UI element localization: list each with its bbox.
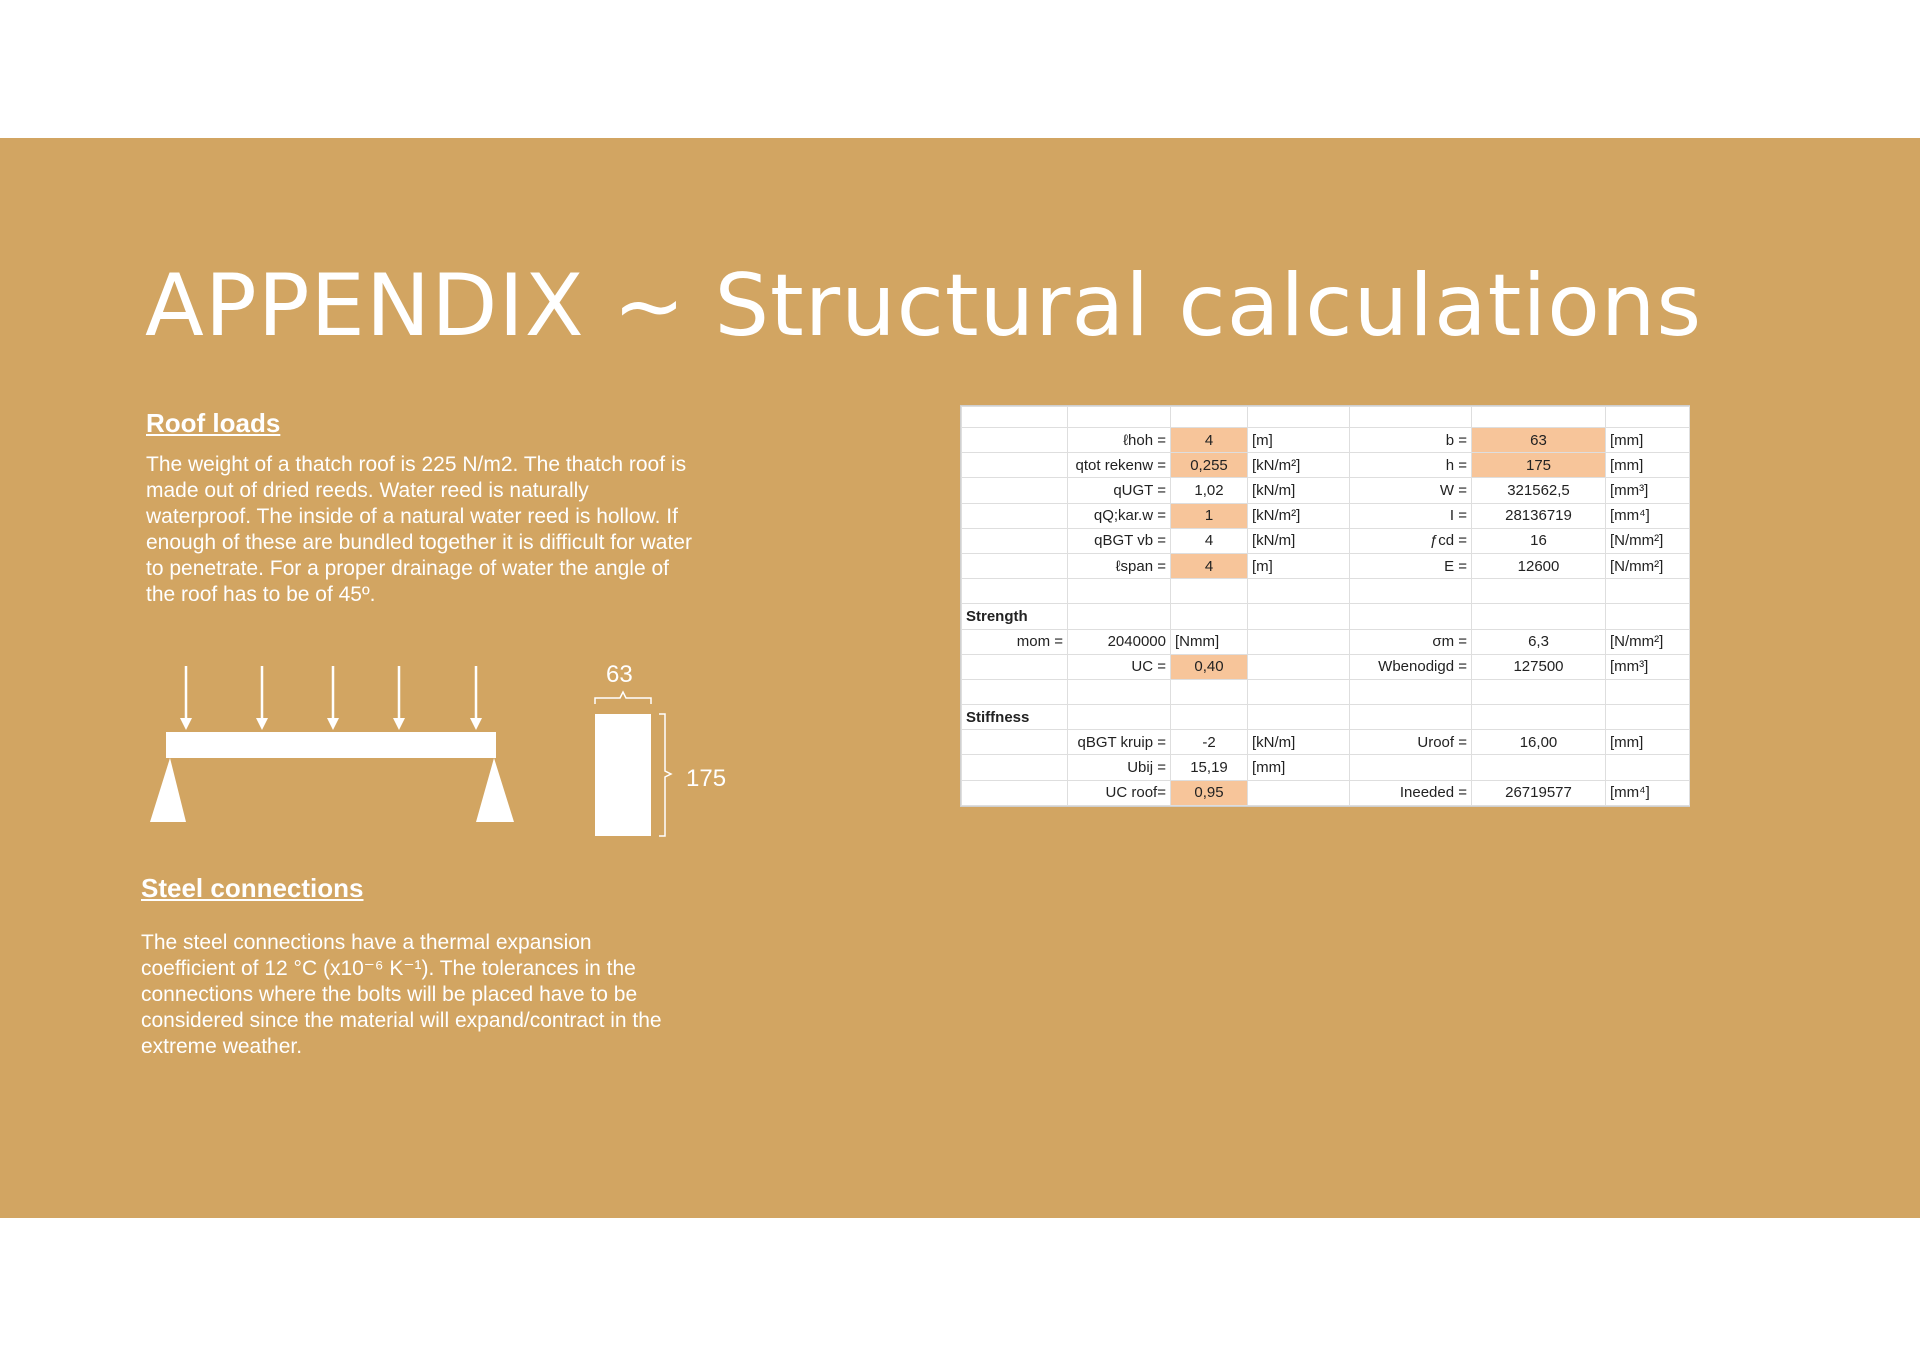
param-value: -2 bbox=[1171, 730, 1248, 755]
param-unit bbox=[1248, 654, 1350, 679]
param-unit: [kN/m] bbox=[1248, 528, 1350, 553]
height-bracket-icon bbox=[659, 714, 671, 836]
table-cell bbox=[962, 579, 1068, 604]
table-row bbox=[962, 755, 1690, 780]
table-row bbox=[962, 629, 1690, 654]
param-unit bbox=[1248, 780, 1350, 805]
param-value: 4 bbox=[1171, 428, 1248, 453]
param-label: h = bbox=[1350, 453, 1472, 478]
slide bbox=[0, 138, 1920, 1218]
section-rect bbox=[595, 714, 651, 836]
table-row bbox=[962, 679, 1690, 704]
param-value: 16,00 bbox=[1472, 730, 1606, 755]
calculation-table bbox=[961, 406, 1690, 806]
table-row bbox=[962, 579, 1690, 604]
param-unit: [mm] bbox=[1606, 453, 1690, 478]
param-label: qUGT = bbox=[1068, 478, 1171, 503]
param-label: qtot rekenw = bbox=[1068, 453, 1171, 478]
param-unit: [N/mm²] bbox=[1606, 528, 1690, 553]
param-label: σm = bbox=[1350, 629, 1472, 654]
width-label: 63 bbox=[606, 661, 633, 688]
section-label: Strength bbox=[962, 604, 1068, 629]
table-cell bbox=[1606, 705, 1690, 730]
param-unit: [mm⁴] bbox=[1606, 780, 1690, 805]
param-label: qQ;kar.w = bbox=[1068, 503, 1171, 528]
table-cell bbox=[1248, 579, 1350, 604]
row-value: 2040000 bbox=[1068, 629, 1171, 654]
left-support-icon bbox=[150, 758, 186, 822]
row-label bbox=[962, 780, 1068, 805]
table-row bbox=[962, 453, 1690, 478]
param-value: 28136719 bbox=[1472, 503, 1606, 528]
table-cell bbox=[1068, 604, 1171, 629]
right-support-icon bbox=[476, 758, 514, 822]
table-cell bbox=[1606, 407, 1690, 428]
table-cell bbox=[1248, 407, 1350, 428]
param-value: 0,40 bbox=[1171, 654, 1248, 679]
table-cell bbox=[1068, 579, 1171, 604]
param-value bbox=[1472, 755, 1606, 780]
row-label bbox=[962, 503, 1068, 528]
row-label bbox=[962, 553, 1068, 578]
calculation-sheet bbox=[960, 405, 1690, 807]
section-row bbox=[962, 705, 1690, 730]
param-value: 4 bbox=[1171, 528, 1248, 553]
table-row bbox=[962, 407, 1690, 428]
param-unit: [Nmm] bbox=[1171, 629, 1248, 654]
table-row bbox=[962, 503, 1690, 528]
row-label bbox=[962, 453, 1068, 478]
param-value: 26719577 bbox=[1472, 780, 1606, 805]
steel-connections-heading: Steel connections bbox=[141, 873, 364, 903]
param-value: 4 bbox=[1171, 553, 1248, 578]
table-cell bbox=[1472, 679, 1606, 704]
page-title: APPENDIX ~ Structural calculations bbox=[145, 256, 1703, 356]
roof-loads-text: The weight of a thatch roof is 225 N/m2. The thatch roof is made out of dried reeds. Water reed is naturally waterproof. The inside of a natural water reed is hollow. If enough of these are bundled together it is difficult for water to penetrate. For a proper drainage of water the angle of the roof has to be of 45º. bbox=[146, 453, 692, 606]
table-row bbox=[962, 780, 1690, 805]
param-unit: [m] bbox=[1248, 553, 1350, 578]
table-row bbox=[962, 654, 1690, 679]
table-row bbox=[962, 528, 1690, 553]
table-cell bbox=[962, 407, 1068, 428]
param-value: 127500 bbox=[1472, 654, 1606, 679]
param-label: W = bbox=[1350, 478, 1472, 503]
table-cell bbox=[1248, 604, 1350, 629]
table-cell bbox=[1350, 579, 1472, 604]
param-unit: [kN/m²] bbox=[1248, 503, 1350, 528]
steel-connections-text: The steel connections have a thermal expansion coefficient of 12 °C (x10⁻⁶ K⁻¹). The tolerances in the connections where the bolts will be placed have to be considered since the material will expand/contract in the extreme weather. bbox=[141, 931, 662, 1058]
table-row bbox=[962, 730, 1690, 755]
table-row bbox=[962, 553, 1690, 578]
table-cell bbox=[1068, 407, 1171, 428]
param-label: ℓspan = bbox=[1068, 553, 1171, 578]
table-row bbox=[962, 478, 1690, 503]
table-cell bbox=[1472, 407, 1606, 428]
param-label: Uroof = bbox=[1350, 730, 1472, 755]
param-label: qBGT vb = bbox=[1068, 528, 1171, 553]
table-cell bbox=[1472, 705, 1606, 730]
param-label: UC = bbox=[1068, 654, 1171, 679]
param-label: qBGT kruip = bbox=[1068, 730, 1171, 755]
section-label: Stiffness bbox=[962, 705, 1068, 730]
param-value: 0,95 bbox=[1171, 780, 1248, 805]
param-label: b = bbox=[1350, 428, 1472, 453]
param-value: 1,02 bbox=[1171, 478, 1248, 503]
param-unit: [mm³] bbox=[1606, 654, 1690, 679]
row-label bbox=[962, 730, 1068, 755]
section-row bbox=[962, 604, 1690, 629]
roof-loads-heading: Roof loads bbox=[146, 408, 281, 438]
table-cell bbox=[1171, 604, 1248, 629]
param-value: 12600 bbox=[1472, 553, 1606, 578]
param-label bbox=[1350, 755, 1472, 780]
beam-diagram bbox=[140, 656, 760, 866]
param-unit: [mm⁴] bbox=[1606, 503, 1690, 528]
param-unit: [N/mm²] bbox=[1606, 629, 1690, 654]
beam-shape bbox=[166, 732, 496, 758]
param-value: 321562,5 bbox=[1472, 478, 1606, 503]
load-arrows-icon bbox=[180, 666, 482, 730]
param-unit: [N/mm²] bbox=[1606, 553, 1690, 578]
row-label bbox=[962, 478, 1068, 503]
table-cell bbox=[1606, 579, 1690, 604]
table-cell bbox=[1068, 679, 1171, 704]
param-value: 6,3 bbox=[1472, 629, 1606, 654]
param-value: 1 bbox=[1171, 503, 1248, 528]
param-unit bbox=[1606, 755, 1690, 780]
table-cell bbox=[962, 679, 1068, 704]
height-label: 175 bbox=[686, 765, 727, 792]
row-label bbox=[962, 528, 1068, 553]
param-unit: [mm] bbox=[1248, 755, 1350, 780]
row-label bbox=[962, 654, 1068, 679]
table-cell bbox=[1171, 679, 1248, 704]
row-label bbox=[962, 428, 1068, 453]
param-label: Wbenodigd = bbox=[1350, 654, 1472, 679]
param-unit: [m] bbox=[1248, 428, 1350, 453]
table-cell bbox=[1171, 705, 1248, 730]
width-bracket-icon bbox=[595, 692, 651, 704]
param-unit: [mm³] bbox=[1606, 478, 1690, 503]
param-unit: [kN/m] bbox=[1248, 730, 1350, 755]
table-cell bbox=[1350, 407, 1472, 428]
param-unit: [mm] bbox=[1606, 730, 1690, 755]
param-value: 175 bbox=[1472, 453, 1606, 478]
param-unit: [kN/m²] bbox=[1248, 453, 1350, 478]
table-cell bbox=[1350, 705, 1472, 730]
param-label: ƒcd = bbox=[1350, 528, 1472, 553]
table-row bbox=[962, 428, 1690, 453]
table-cell bbox=[1248, 705, 1350, 730]
param-unit: [kN/m] bbox=[1248, 478, 1350, 503]
table-cell bbox=[1606, 604, 1690, 629]
table-cell bbox=[1350, 679, 1472, 704]
param-value: 63 bbox=[1472, 428, 1606, 453]
param-label: E = bbox=[1350, 553, 1472, 578]
param-unit bbox=[1248, 629, 1350, 654]
param-label: I = bbox=[1350, 503, 1472, 528]
param-label: UC roof= bbox=[1068, 780, 1171, 805]
table-cell bbox=[1606, 679, 1690, 704]
table-cell bbox=[1472, 579, 1606, 604]
param-value: 15,19 bbox=[1171, 755, 1248, 780]
table-cell bbox=[1248, 679, 1350, 704]
param-unit: [mm] bbox=[1606, 428, 1690, 453]
table-cell bbox=[1068, 705, 1171, 730]
row-label: mom = bbox=[962, 629, 1068, 654]
param-label: Ubij = bbox=[1068, 755, 1171, 780]
table-cell bbox=[1472, 604, 1606, 629]
param-value: 16 bbox=[1472, 528, 1606, 553]
table-cell bbox=[1171, 407, 1248, 428]
param-label: Ineeded = bbox=[1350, 780, 1472, 805]
param-value: 0,255 bbox=[1171, 453, 1248, 478]
table-cell bbox=[1171, 579, 1248, 604]
table-cell bbox=[1350, 604, 1472, 629]
row-label bbox=[962, 755, 1068, 780]
param-label: ℓhoh = bbox=[1068, 428, 1171, 453]
